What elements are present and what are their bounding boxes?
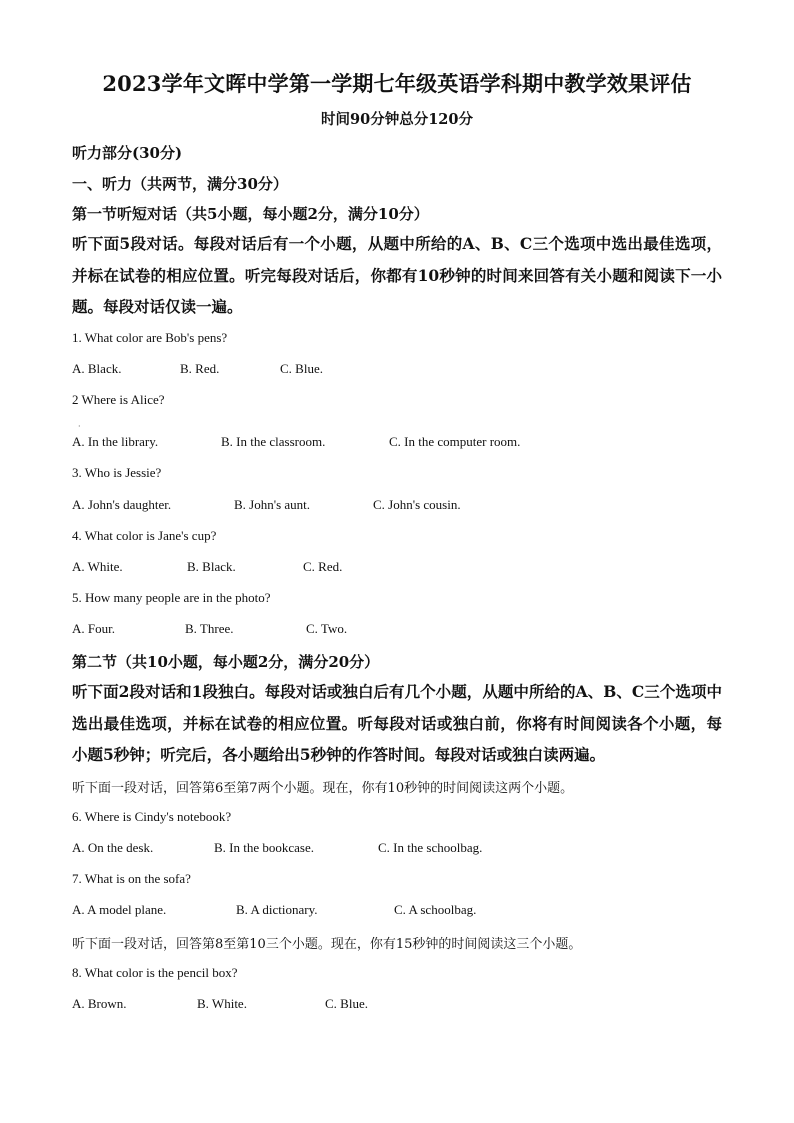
question-2: 2 Where is Alice? (72, 392, 165, 407)
part-heading: 听力部分(30分) (72, 144, 183, 162)
question-6: 6. Where is Cindy's notebook? (72, 809, 232, 824)
instructions-1: 听下面5段对话。每段对话后有一个小题，从题中所给的A、B、C三个选项中选出最佳选项，并标在试卷的相应位置。听完每段对话后，你都有10秒钟的时间来回答有关小题和阅读下一小题。每段对话仅读一遍。 (72, 234, 722, 316)
subsection-heading-2: 第二节（共10小题，每小题2分，满分20分） (72, 653, 380, 671)
option-3b: B. John's aunt. (234, 497, 311, 512)
option-2c: C. In the computer room. (389, 434, 521, 449)
option-4a: A. White. (72, 559, 123, 574)
option-7b: B. A dictionary. (236, 902, 318, 917)
option-7c: C. A schoolbag. (394, 902, 477, 917)
option-6c: C. In the schoolbag. (378, 840, 483, 855)
option-7a: A. A model plane. (72, 902, 167, 917)
option-1b: B. Red. (180, 361, 220, 376)
option-1c: C. Blue. (280, 361, 323, 376)
question-8: 8. What color is the pencil box? (72, 965, 238, 980)
option-3a: A. John's daughter. (72, 497, 172, 512)
option-4b: B. Black. (187, 559, 236, 574)
question-3: 3. Who is Jessie? (72, 465, 162, 480)
section-heading: 一、听力（共两节，满分30分） (72, 175, 288, 193)
option-5a: A. Four. (72, 621, 115, 636)
option-8c: C. Blue. (325, 996, 368, 1011)
option-1a: A. Black. (72, 361, 122, 376)
option-2b: B. In the classroom. (221, 434, 326, 449)
instructions-2: 听下面2段对话和1段独白。每段对话或独白后有几个小题，从题中所给的A、B、C三个选项中选出最佳选项，并标在试卷的相应位置。听每段对话或独白前，你将有时间阅读各个小题，每小题5秒钟；听完后，各小题给出5秒钟的作答时间。每段对话或独白读两遍。 (72, 682, 722, 764)
option-3c: C. John's cousin. (373, 497, 461, 512)
option-6b: B. In the bookcase. (214, 840, 315, 855)
question-4: 4. What color is Jane's cup? (72, 528, 217, 543)
question-7: 7. What is on the sofa? (72, 871, 191, 886)
subsection-heading-1: 第一节听短对话（共5小题，每小题2分，满分10分） (72, 205, 429, 223)
listening-note-1: 听下面一段对话，回答第6至第7两个小题。现在，你有10秒钟的时间阅读这两个小题。 (72, 781, 574, 796)
question-5: 5. How many people are in the photo? (72, 590, 271, 605)
option-2a: A. In the library. (72, 434, 159, 449)
stray-mark: · (78, 422, 81, 431)
exam-time-info: 时间90分钟总分120分 (321, 111, 473, 128)
option-8a: A. Brown. (72, 996, 127, 1011)
option-6a: A. On the desk. (72, 840, 154, 855)
question-1: 1. What color are Bob's pens? (72, 330, 228, 345)
option-5b: B. Three. (185, 621, 234, 636)
option-5c: C. Two. (306, 621, 348, 636)
page-title: 2023学年文晖中学第一学期七年级英语学科期中教学效果评估 (102, 71, 692, 96)
listening-note-2: 听下面一段对话，回答第8至第10三个小题。现在，你有15秒钟的时间阅读这三个小题。 (72, 937, 582, 952)
option-4c: C. Red. (303, 559, 343, 574)
option-8b: B. White. (197, 996, 247, 1011)
